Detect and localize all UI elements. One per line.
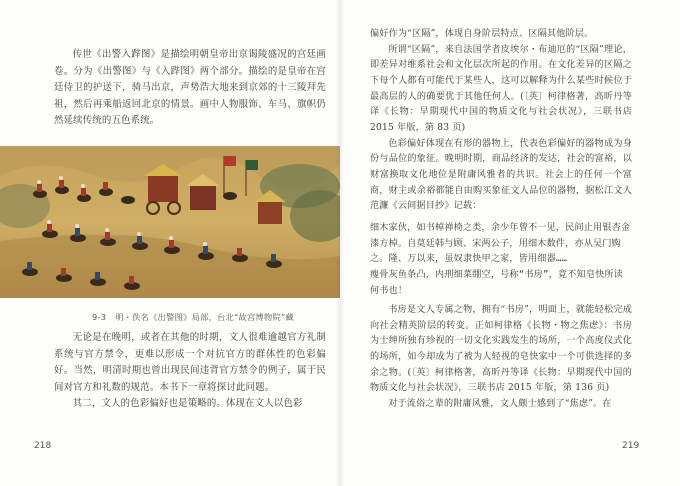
figure-caption-number: 9-3 [92, 312, 107, 322]
right-bottom-paragraph-2: 对于流俗之辈的附庸风雅，文人颇士感到了“焦虑”。在 [388, 398, 612, 409]
right-bottom-text [370, 303, 632, 413]
book-gutter [336, 0, 344, 486]
figure-caption [92, 312, 294, 323]
right-top-text [370, 27, 632, 215]
page-number-right: 219 [622, 441, 640, 451]
quoted-line-2: 瘦骨灰鱼条凸，内刑细菜绷空，号称“书房”，竟不知皂快所读何书也！ [370, 269, 623, 296]
figure-caption-text: 明・佚名《出警图》局部，台北“故宫博物院”藏 [115, 312, 295, 322]
right-paragraph-1: 偏好作为“区隔”，体现自身阶层特点、区隔其他阶层。 [370, 29, 594, 39]
page-number-left: 218 [34, 441, 52, 451]
right-bottom-paragraph-1: 书房是文人专属之物，拥有“书房”，明面上，就能轻松完成向社会精英阶层的转变。正如柯律格《长物・物之焦虑》：书房为士绅所独有珍视的一切文化实践发生的场所，一个高度仪式化的场所，如今却成为了被为人轻视的皂快家中一个可供选择的多余之物。(〔英〕柯律格著，高昕丹等译《长物：早期现代中国的物质文化与社会状况》，三联书店 2015 年版，第 136 页) [370, 305, 632, 394]
quoted-passage [370, 221, 632, 299]
left-bottom-paragraph-1: 无论是在晚明，或者在其他的时期，文人很难逾越官方礼制系统与官方禁令，更难以形成一个对抗官方的群体性的色彩偏好。当然，明清时期也曾出现民间违背官方禁令的例子，属于民间对官方和礼数的规范。本书下一章将探讨此问题。 [54, 332, 326, 393]
right-page [340, 0, 680, 486]
painting-figure [0, 146, 340, 298]
right-paragraph-2: 所谓“区隔”，来自法国学者皮埃尔・布迪厄的“区隔”理论，即差异对维系社会和文化层次所起的作用。在文化差异的区隔之下每个人都有可能代于某些人，这可以解释为什么某些时候位于最高层的人的确要优于其他任何人。(〔英〕柯律格著，高昕丹等译《长物：早期现代中国的物质文化与社会状况》，三联书店 2015 年版，第 83 页) [370, 44, 632, 133]
left-bottom-text [54, 330, 326, 413]
left-bottom-paragraph-2: 其二，文人的色彩偏好也是策略的。体现在文人以色彩 [72, 398, 303, 410]
left-top-text [54, 47, 326, 130]
right-paragraph-3: 色彩偏好体现在有形的器物上，代表色彩偏好的器物成为身份与品位的象征。晚明时期，商品经济的发达，社会的富裕，以财富换取文化地位是附庸风雅者的共识。社会上的任何一个富商，财主或余裕都能自由购买象征文人品位的器物，据松江文人范濂《云间据目抄》记载： [370, 138, 632, 212]
left-top-paragraph: 传世《出警入跸图》是描绘明朝皇帝出京谒陵盛况的宫廷画卷。分为《出警图》与《入跸图》两个部分。描绘的是皇帝在宫廷侍卫的护送下，骑马出京，声势浩大地来到京郊的十三陵拜先祖，然后再乘船返回北京的情景。画中人物服饰、车马、旗帜仍然延续传统的五色系统。 [54, 49, 326, 127]
quoted-line-1: 细木家伙，如书棹禅椅之类，余少年曾不一见，民间止用银杏金漆方棹。自莫廷韩与顾、宋两公子，用细木数件，亦从吴门购之。隆、万以来，虽奴隶快甲之家，皆用细器…… [370, 223, 631, 265]
procession-painting-image [0, 146, 340, 298]
